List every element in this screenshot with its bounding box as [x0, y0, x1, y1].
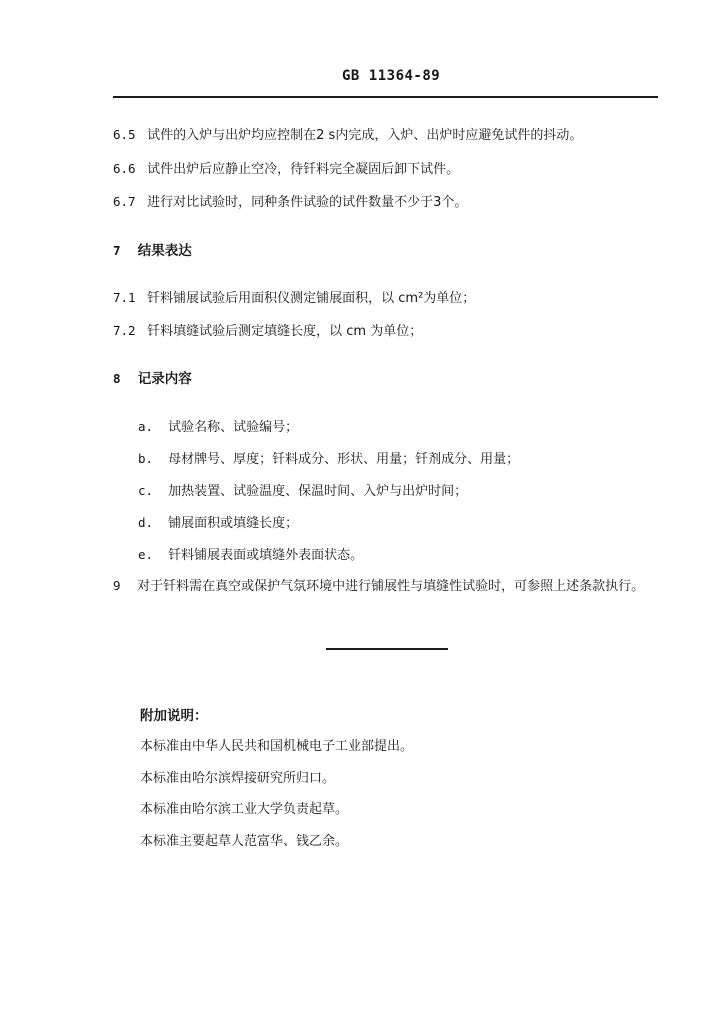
- section-7-heading: [113, 242, 192, 260]
- clause-text: 进行对比试验时，同种条件试验的试件数量不少于3个。: [147, 195, 468, 210]
- clause-text: 钎料填缝试验后测定填缝长度，以 cm 为单位；: [147, 324, 423, 339]
- section-number: 9: [113, 578, 121, 593]
- record-text: 母材牌号、厚度；钎料成分、形状、用量；钎剂成分、用量；: [168, 452, 520, 467]
- record-text: 钎料铺展表面或填缝外表面状态。: [168, 548, 364, 563]
- record-text: 试验名称、试验编号；: [168, 420, 299, 435]
- record-letter: c.: [138, 483, 154, 498]
- clause-6-7: [113, 193, 467, 212]
- notes-title: 附加说明：: [140, 708, 208, 724]
- record-letter: d.: [138, 515, 154, 530]
- record-letter: a.: [138, 419, 154, 434]
- record-letter: b.: [138, 451, 154, 466]
- clause-text: 试件的入炉与出炉均应控制在2 s内完成，入炉、出炉时应避免试件的抖动。: [147, 128, 583, 143]
- clause-text: 试件出炉后应静止空冷，待钎料完全凝固后卸下试件。: [147, 162, 460, 177]
- clause-number: 7.1: [113, 290, 136, 305]
- section-number: 7: [113, 243, 121, 258]
- clause-6-6: [113, 160, 459, 179]
- clause-number: 6.7: [113, 194, 136, 209]
- record-letter: e.: [138, 547, 154, 562]
- standard-code: GB 11364-89: [342, 68, 441, 84]
- record-text: 加热装置、试验温度、保温时间、入炉与出炉时间；: [168, 484, 468, 499]
- record-item-a: [138, 418, 298, 437]
- note-line: 本标准主要起草人范富华、钱乙余。: [140, 834, 349, 849]
- note-line: 本标准由中华人民共和国机械电子工业部提出。: [140, 739, 414, 754]
- note-line: 本标准由哈尔滨工业大学负责起草。: [140, 802, 349, 817]
- record-item-e: [138, 546, 363, 565]
- section-9: [113, 577, 644, 596]
- header-rule: [113, 96, 658, 98]
- section-title: 结果表达: [137, 243, 192, 259]
- clause-number: 6.5: [113, 127, 136, 142]
- section-number: 8: [113, 371, 121, 386]
- record-item-b: [138, 450, 519, 469]
- note-line: 本标准由哈尔滨焊接研究所归口。: [140, 771, 336, 786]
- clause-text: 钎料铺展试验后用面积仪测定铺展面积，以 cm²为单位；: [147, 291, 476, 306]
- clause-7-1: [113, 289, 475, 308]
- section-text: 对于钎料需在真空或保护气氛环境中进行铺展性与填缝性试验时，可参照上述条款执行。: [137, 579, 645, 594]
- section-title: 记录内容: [137, 371, 192, 387]
- clause-number: 7.2: [113, 323, 136, 338]
- record-item-c: [138, 482, 467, 501]
- section-8-heading: [113, 370, 192, 388]
- clause-number: 6.6: [113, 161, 136, 176]
- record-item-d: [138, 514, 298, 533]
- divider-rule: [326, 648, 448, 650]
- clause-7-2: [113, 322, 422, 341]
- clause-6-5: [113, 126, 582, 145]
- record-text: 铺展面积或填缝长度；: [168, 516, 299, 531]
